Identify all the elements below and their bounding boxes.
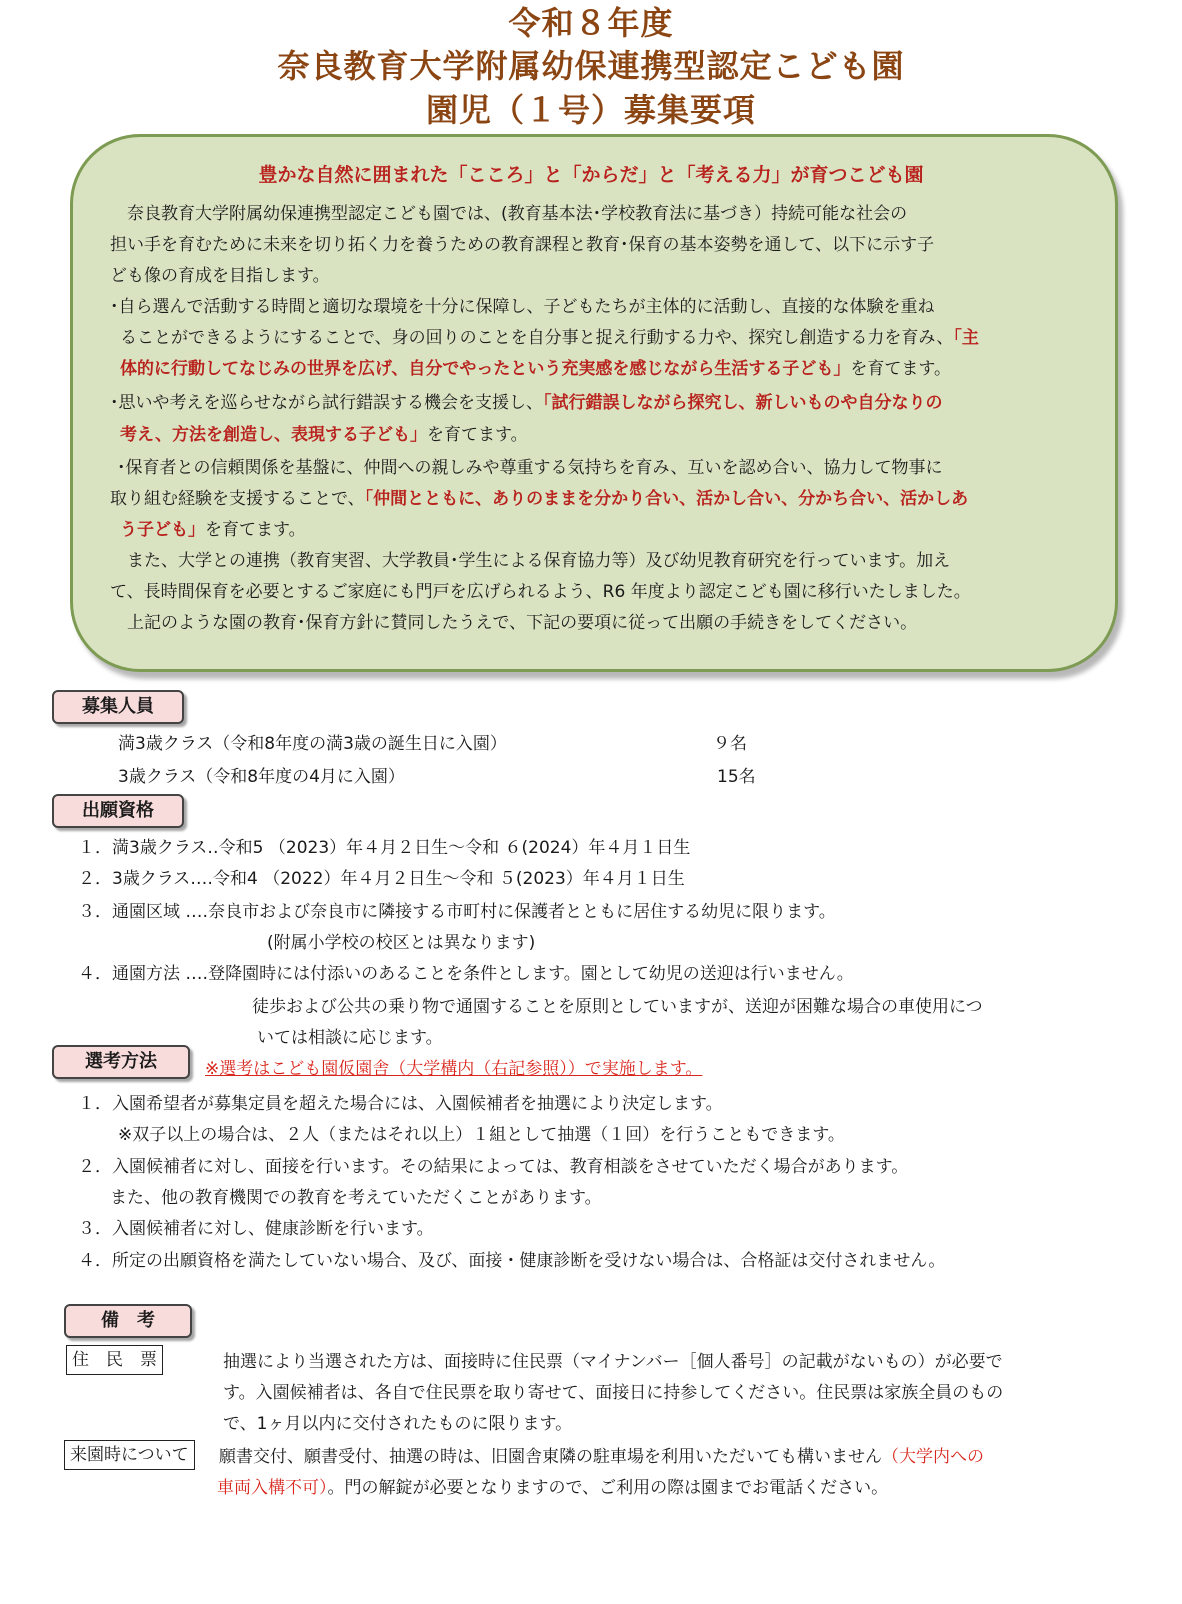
eligibility-item-cont: 徒歩および公共の乗り物で通園することを原則としていますが、送迎が困難な場合の車使用につ	[252, 997, 983, 1017]
resident-card-text: で、1ヶ月以内に交付されたものに限ります。	[223, 1414, 573, 1434]
intro-bullet-line	[110, 487, 968, 511]
selection-item: ４．所定の出願資格を満たしていない場合、及び、面接・健康診断を受けない場合は、合格証は交付されません。	[78, 1251, 946, 1271]
class2-count: 15名	[717, 767, 756, 787]
section-label-eligibility: 出願資格	[52, 794, 184, 828]
highlight-text: 「仲間とともに、ありのままを分かり合い、活かし合い、分かち合い、活かしあ	[364, 489, 969, 509]
eligibility-item: ２．3歳クラス‥‥令和4 （2022）年４月２日生～令和 ５(2023）年４月１日生	[78, 869, 685, 889]
intro-bullet-line	[120, 423, 528, 447]
selection-item-cont: また、他の教育機関での教育を考えていただくことがあります。	[110, 1188, 602, 1208]
intro-text-span: を育てます。	[205, 520, 306, 540]
intro-text-span: を育てます。	[427, 425, 528, 445]
resident-card-text: す。入園候補者は、各自で住民票を取り寄せて、面接日に持参してください。住民票は家族全員のもの	[223, 1383, 1004, 1403]
document-year: 令和８年度	[508, 4, 674, 42]
intro-text-span: を育てます。	[850, 359, 951, 379]
highlight-text: う子ども」	[120, 520, 205, 540]
class2-name: 3歳クラス（令和8年度の4月に入園）	[118, 767, 405, 787]
eligibility-item: １．満3歳クラス‥令和5 （2023）年４月２日生～令和 ６(2024）年４月１日生	[78, 838, 691, 858]
intro-text-span: 取り組む経験を支援することで、	[110, 489, 365, 509]
intro-bullet-line	[120, 357, 951, 381]
intro-paragraph-line: て、長時間保育を必要とするご家庭にも門戸を広げられるよう、R6 年度より認定こども園に移行いたしました。	[110, 582, 971, 602]
section-label-selection: 選考方法	[52, 1045, 190, 1079]
highlight-text: 「主	[953, 328, 979, 348]
intro-text-span: ることができるようにすることで、身の回りのことを自分事と捉え行動する力や、探究し創造する力を育み、	[120, 328, 954, 348]
eligibility-item: ４．通園方法 ‥‥登降園時には付添いのあることを条件とします。園として幼児の送迎は行いません。	[78, 964, 854, 984]
section-label-remarks: 備 考	[64, 1304, 192, 1338]
eligibility-item-cont: いては相談に応じます。	[257, 1028, 443, 1048]
visit-text-span: 。門の解錠が必要となりますので、ご利用の際は園までお電話ください。	[327, 1478, 889, 1498]
selection-item: １．入園希望者が募集定員を超えた場合には、入園候補者を抽選により決定します。	[78, 1094, 723, 1114]
intro-bullet-line	[110, 391, 943, 415]
selection-item: ３．入園候補者に対し、健康診断を行います。	[78, 1219, 434, 1239]
intro-paragraph-line: ども像の育成を目指します。	[110, 266, 330, 286]
vehicle-restriction-text: （大学内への	[882, 1447, 984, 1467]
intro-bullet-line: ･保育者との信頼関係を基盤に、仲間への親しみや尊重する気持ちを育み、互いを認め合い、協力して物事に	[117, 458, 943, 478]
visit-text	[219, 1445, 984, 1469]
class1-count: ９名	[713, 734, 747, 754]
intro-bullet-line: ･自ら選んで活動する時間と適切な環境を十分に保障し、子どもたちが主体的に活動し、直接的な体験を重ね	[110, 297, 935, 317]
visit-label: 来園時について	[64, 1440, 195, 1470]
intro-paragraph-line: また、大学との連携（教育実習、大学教員･学生による保育協力等）及び幼児教育研究を行っています。加え	[127, 551, 951, 571]
class1-name: 満3歳クラス（令和8年度の満3歳の誕生日に入園）	[118, 734, 507, 754]
selection-note: ※双子以上の場合は、２人（またはそれ以上）１組として抽選（１回）を行うこともできます。	[118, 1125, 845, 1145]
visit-text-span: 願書交付、願書受付、抽選の時は、旧園舎東隣の駐車場を利用いただいても構いません	[219, 1447, 882, 1467]
eligibility-item: ３．通園区域 ‥‥奈良市および奈良市に隣接する市町村に保護者とともに居住する幼児に限ります。	[78, 902, 836, 922]
eligibility-note: (附属小学校の校区とは異なります)	[267, 933, 536, 953]
intro-bullet-line	[120, 518, 306, 542]
intro-bullet-line	[120, 326, 979, 350]
selection-location-note: ※選考はこども園仮園舎（大学構内（右記参照））で実施します。	[205, 1059, 703, 1079]
intro-heading: 豊かな自然に囲まれた「こころ」と「からだ」と「考える力」が育つこども園	[258, 164, 924, 186]
highlight-text: 体的に行動してなじみの世界を広げ、自分でやったという充実感を感じながら生活する子ども」	[120, 359, 851, 379]
section-label-recruitment: 募集人員	[52, 690, 184, 724]
resident-card-text: 抽選により当選された方は、面接時に住民票（マイナンバー［個人番号］の記載がないもの）が必要で	[223, 1352, 1003, 1372]
intro-paragraph-line: 奈良教育大学附属幼保連携型認定こども園では、(教育基本法･学校教育法に基づき）持続可能な社会の	[127, 204, 908, 224]
document-title: 園児（１号）募集要項	[425, 91, 756, 129]
intro-text-span: ･思いや考えを巡らせながら試行錯誤する機会を支援し、	[110, 393, 543, 413]
highlight-text: 考え、方法を創造し、表現する子ども」	[120, 425, 428, 445]
selection-item: ２．入園候補者に対し、面接を行います。その結果によっては、教育相談をさせていただく場合があります。	[78, 1157, 909, 1177]
visit-text	[217, 1476, 888, 1500]
vehicle-restriction-text: 車両入構不可）	[217, 1478, 328, 1498]
intro-paragraph-line: 上記のような園の教育･保育方針に賛同したうえで、下記の要項に従って出願の手続きをしてください。	[127, 613, 918, 633]
intro-paragraph-line: 担い手を育むために未来を切り拓く力を養うための教育課程と教育･保育の基本姿勢を通して、以下に示す子	[110, 235, 935, 255]
highlight-text: 「試行錯誤しながら探究し、新しいものや自分なりの	[543, 393, 943, 413]
resident-card-label: 住 民 票	[66, 1345, 163, 1375]
school-name: 奈良教育大学附属幼保連携型認定こども園	[277, 47, 905, 85]
